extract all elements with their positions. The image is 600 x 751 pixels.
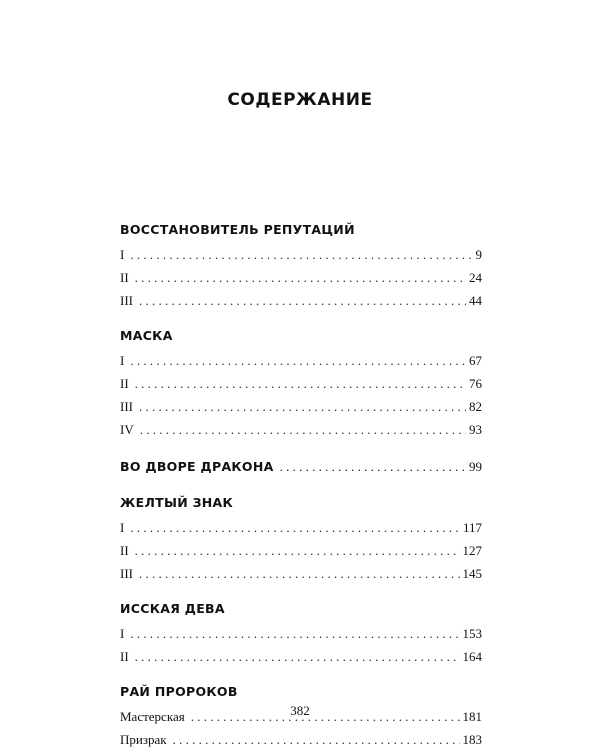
entry-label: I [120, 626, 125, 641]
toc-section [120, 493, 482, 585]
toc-entry[interactable] [120, 372, 482, 395]
entry-label: III [120, 293, 133, 308]
entry-page: 164 [462, 649, 482, 664]
dot-leader [135, 645, 460, 668]
entry-page: 181 [462, 709, 482, 724]
entry-label: I [120, 353, 125, 368]
entry-label: II [120, 270, 129, 285]
dot-leader [139, 289, 466, 312]
toc-entry[interactable] [120, 645, 482, 668]
entry-page: 127 [462, 543, 482, 558]
entry-page: 183 [462, 732, 482, 747]
dot-leader [130, 243, 472, 266]
toc-entry[interactable] [120, 289, 482, 312]
toc-entry[interactable] [120, 539, 482, 562]
table-of-contents [120, 220, 482, 751]
dot-leader [139, 562, 460, 585]
entry-page: 76 [469, 376, 482, 391]
dot-leader [130, 622, 459, 645]
section-title: ВОССТАНОВИТЕЛЬ РЕПУТАЦИЙ [120, 222, 355, 237]
toc-entry[interactable] [120, 395, 482, 418]
entry-page: 153 [462, 626, 482, 641]
dot-leader [280, 455, 466, 479]
entry-page: 117 [462, 520, 482, 535]
entry-page: 145 [462, 566, 482, 581]
toc-entry[interactable] [120, 622, 482, 645]
entry-page: 82 [469, 399, 482, 414]
entry-page: 9 [475, 247, 482, 262]
section-title: ИССКАЯ ДЕВА [120, 601, 225, 616]
section-title: ЖЕЛТЫЙ ЗНАК [120, 495, 234, 510]
entry-label: Мастерская [120, 709, 185, 724]
toc-entry[interactable] [120, 728, 482, 751]
toc-entry[interactable] [120, 562, 482, 585]
section-title: ВО ДВОРЕ ДРАКОНА [120, 459, 274, 474]
entry-label: II [120, 649, 129, 664]
toc-entry[interactable] [120, 516, 482, 539]
dot-leader [173, 728, 460, 751]
toc-section-entry[interactable] [120, 455, 482, 479]
page-number: 382 [290, 703, 310, 718]
toc-section [120, 599, 482, 668]
entry-label: I [120, 247, 125, 262]
dot-leader [135, 266, 466, 289]
section-title: МАСКА [120, 328, 173, 343]
dot-leader [130, 349, 466, 372]
toc-entry[interactable] [120, 266, 482, 289]
dot-leader [140, 418, 466, 441]
entry-label: II [120, 376, 129, 391]
entry-label: Призрак [120, 732, 167, 747]
toc-entry[interactable] [120, 243, 482, 266]
entry-page: 99 [469, 459, 482, 474]
section-title: РАЙ ПРОРОКОВ [120, 684, 238, 699]
entry-page: 44 [469, 293, 482, 308]
dot-leader [139, 395, 466, 418]
toc-section [120, 326, 482, 441]
toc-entry[interactable] [120, 349, 482, 372]
entry-label: III [120, 566, 133, 581]
entry-label: III [120, 399, 133, 414]
dot-leader [130, 516, 460, 539]
toc-entry[interactable] [120, 418, 482, 441]
entry-page: 24 [469, 270, 482, 285]
entry-label: II [120, 543, 129, 558]
dot-leader [135, 539, 460, 562]
dot-leader [135, 372, 466, 395]
page-title: СОДЕРЖАНИЕ [227, 90, 373, 110]
entry-label: IV [120, 422, 134, 437]
entry-label: I [120, 520, 125, 535]
toc-section [120, 220, 482, 312]
entry-page: 93 [469, 422, 482, 437]
entry-page: 67 [469, 353, 482, 368]
